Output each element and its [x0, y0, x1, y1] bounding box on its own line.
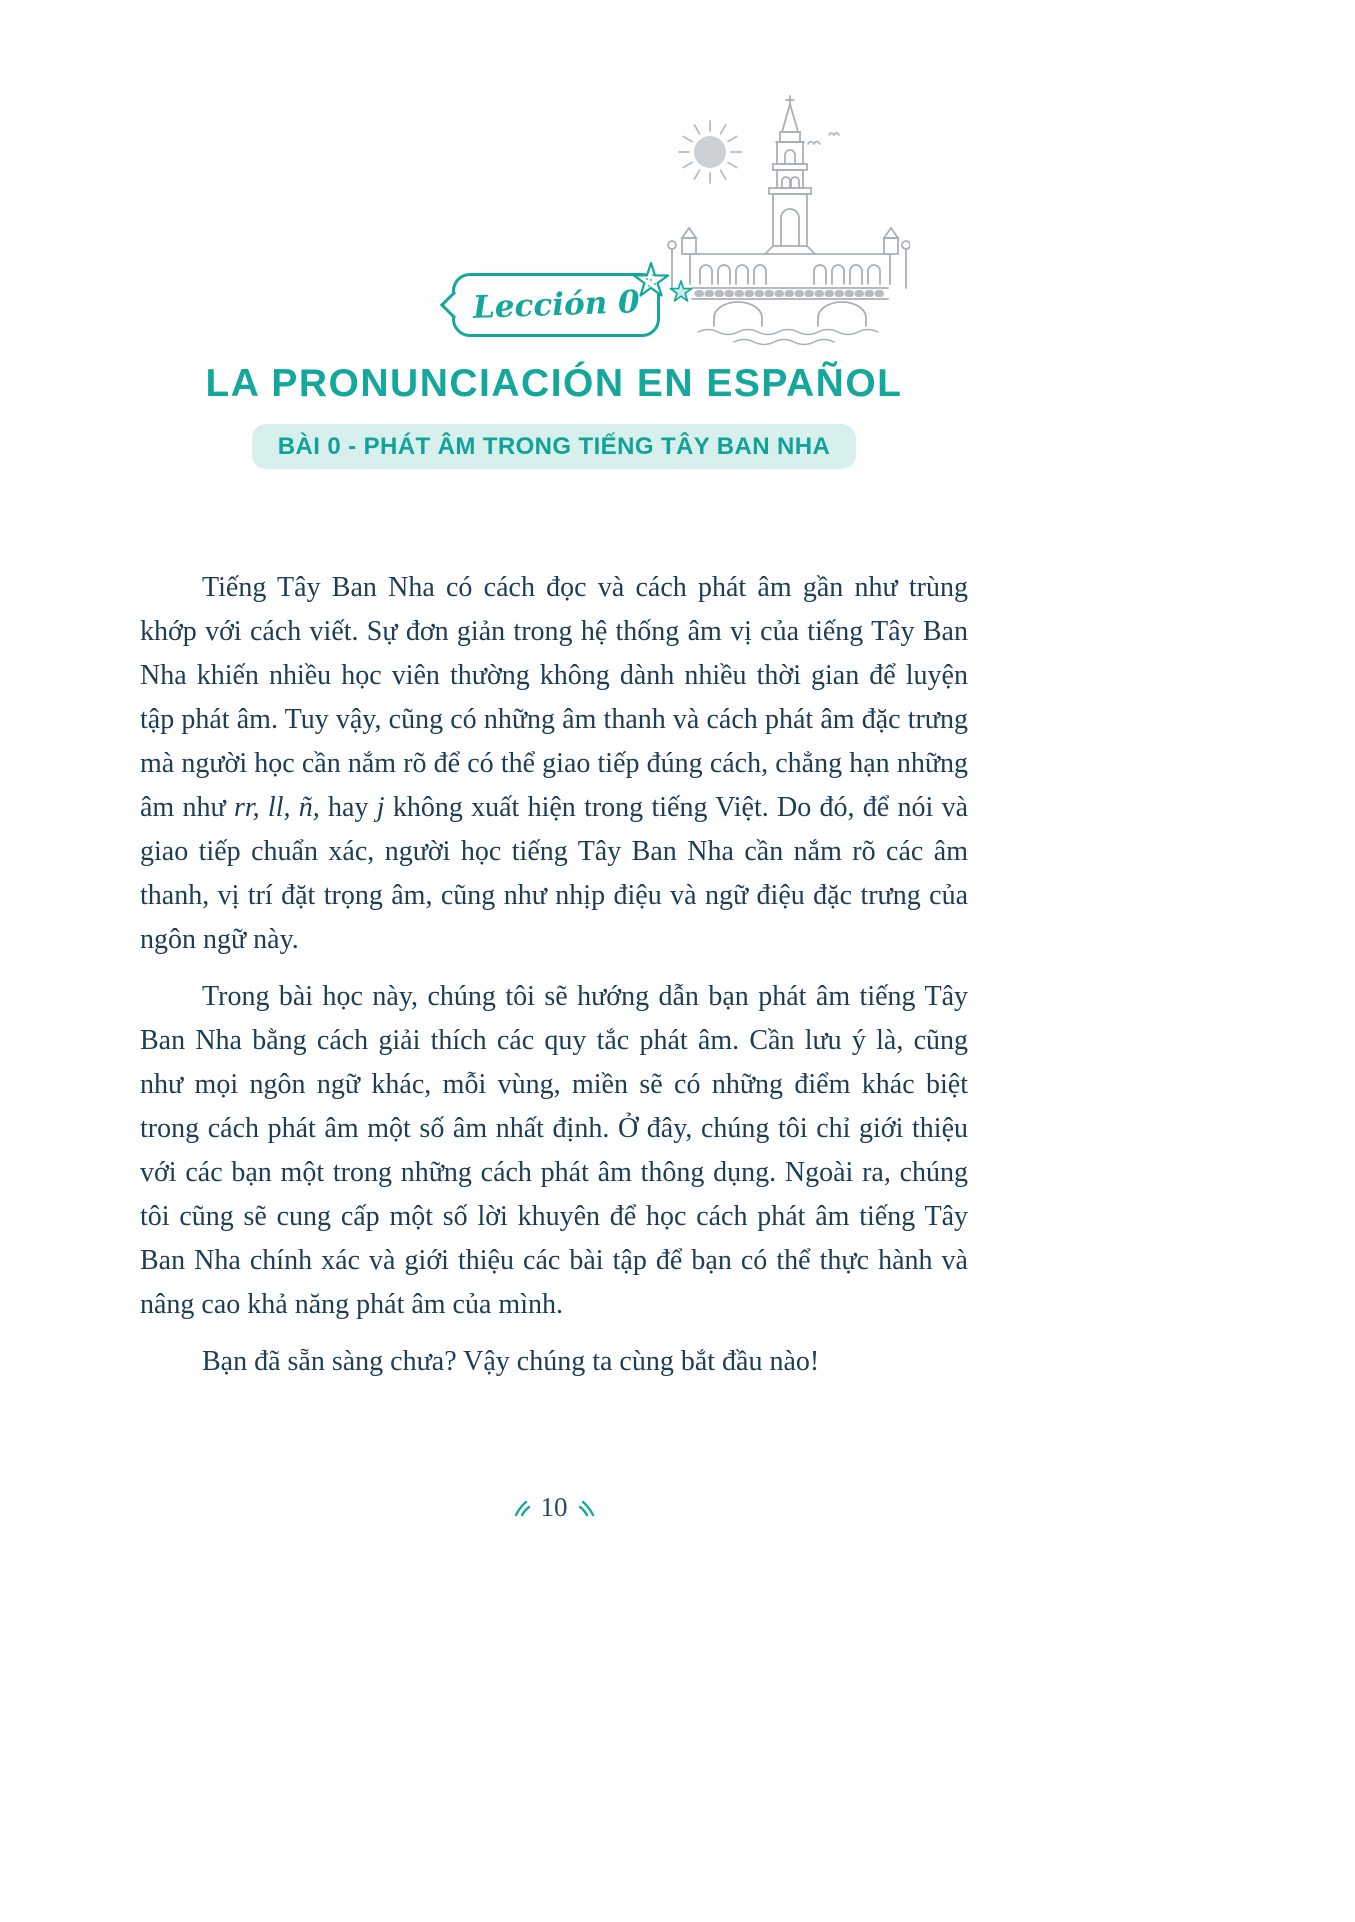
paragraph-1-text: hay — [319, 792, 377, 823]
paragraph-1-italic-j: j — [376, 792, 385, 823]
lesson-badge — [452, 273, 660, 337]
body-content — [140, 566, 968, 1397]
paragraph-1-italic-sounds: rr, ll, ñ, — [233, 792, 320, 823]
bridge-sketch — [692, 288, 888, 326]
lesson-badge-label: Lección 0 — [472, 284, 640, 326]
page-number: 10 — [540, 1492, 568, 1522]
lesson-subtitle-banner: BÀI 0 - PHÁT ÂM TRONG TIẾNG TÂY BAN NHA — [252, 424, 857, 469]
tower-sketch — [765, 96, 815, 254]
paragraph-1 — [140, 566, 968, 962]
sun-icon — [679, 121, 741, 183]
page-footer — [140, 1492, 968, 1523]
birds-icon — [808, 133, 839, 144]
page-title: LA PRONUNCIACIÓN EN ESPAÑOL — [205, 362, 903, 405]
stars-icon — [621, 254, 701, 312]
building-sketch — [668, 228, 910, 288]
water-sketch — [698, 330, 878, 345]
subtitle-row — [140, 424, 968, 469]
paragraph-1-text: không xuất hiện trong tiếng Việt. Do đó, để nói và giao tiếp chuẩn xác, người học tiếng Tây Ban Nha cần nắm rõ các âm thanh, vị trí đặt trọng âm, cũng như nhịp điệu và ngữ điệu đặc trưng của ngôn ngữ này. — [140, 792, 968, 955]
paragraph-3: Bạn đã sẵn sàng chưa? Vậy chúng ta cùng bắt đầu nào! — [202, 1346, 820, 1377]
paragraph-2: Trong bài học này, chúng tôi sẽ hướng dẫn bạn phát âm tiếng Tây Ban Nha bằng cách giải thích các quy tắc phát âm. Cần lưu ý là, cũng như mọi ngôn ngữ khác, mỗi vùng, miền sẽ có những điểm khác biệt trong cách phát âm một số âm nhất định. Ở đây, chúng tôi chỉ giới thiệu với các bạn một trong những cách phát âm thông dụng. Ngoài ra, chúng tôi cũng sẽ cung cấp một số lời khuyên để học cách phát âm tiếng Tây Ban Nha chính xác và giới thiệu các bài tập để bạn có thể thực hành và nâng cao khả năng phát âm của mình. — [140, 981, 968, 1320]
paragraph-1-text: Tiếng Tây Ban Nha có cách đọc và cách phát âm gần như trùng khớp với cách viết. Sự đơn giản trong hệ thống âm vị của tiếng Tây Ban Nha khiến nhiều học viên thường không dành nhiều thời gian để luyện tập phát âm. Tuy vậy, cũng có những âm thanh và cách phát âm đặc trưng mà người học cần nắm rõ để có thể giao tiếp đúng cách, chẳng hạn những âm như — [140, 572, 968, 823]
page-ornament-right-icon — [577, 1499, 597, 1517]
page-ornament-left-icon — [512, 1499, 532, 1517]
